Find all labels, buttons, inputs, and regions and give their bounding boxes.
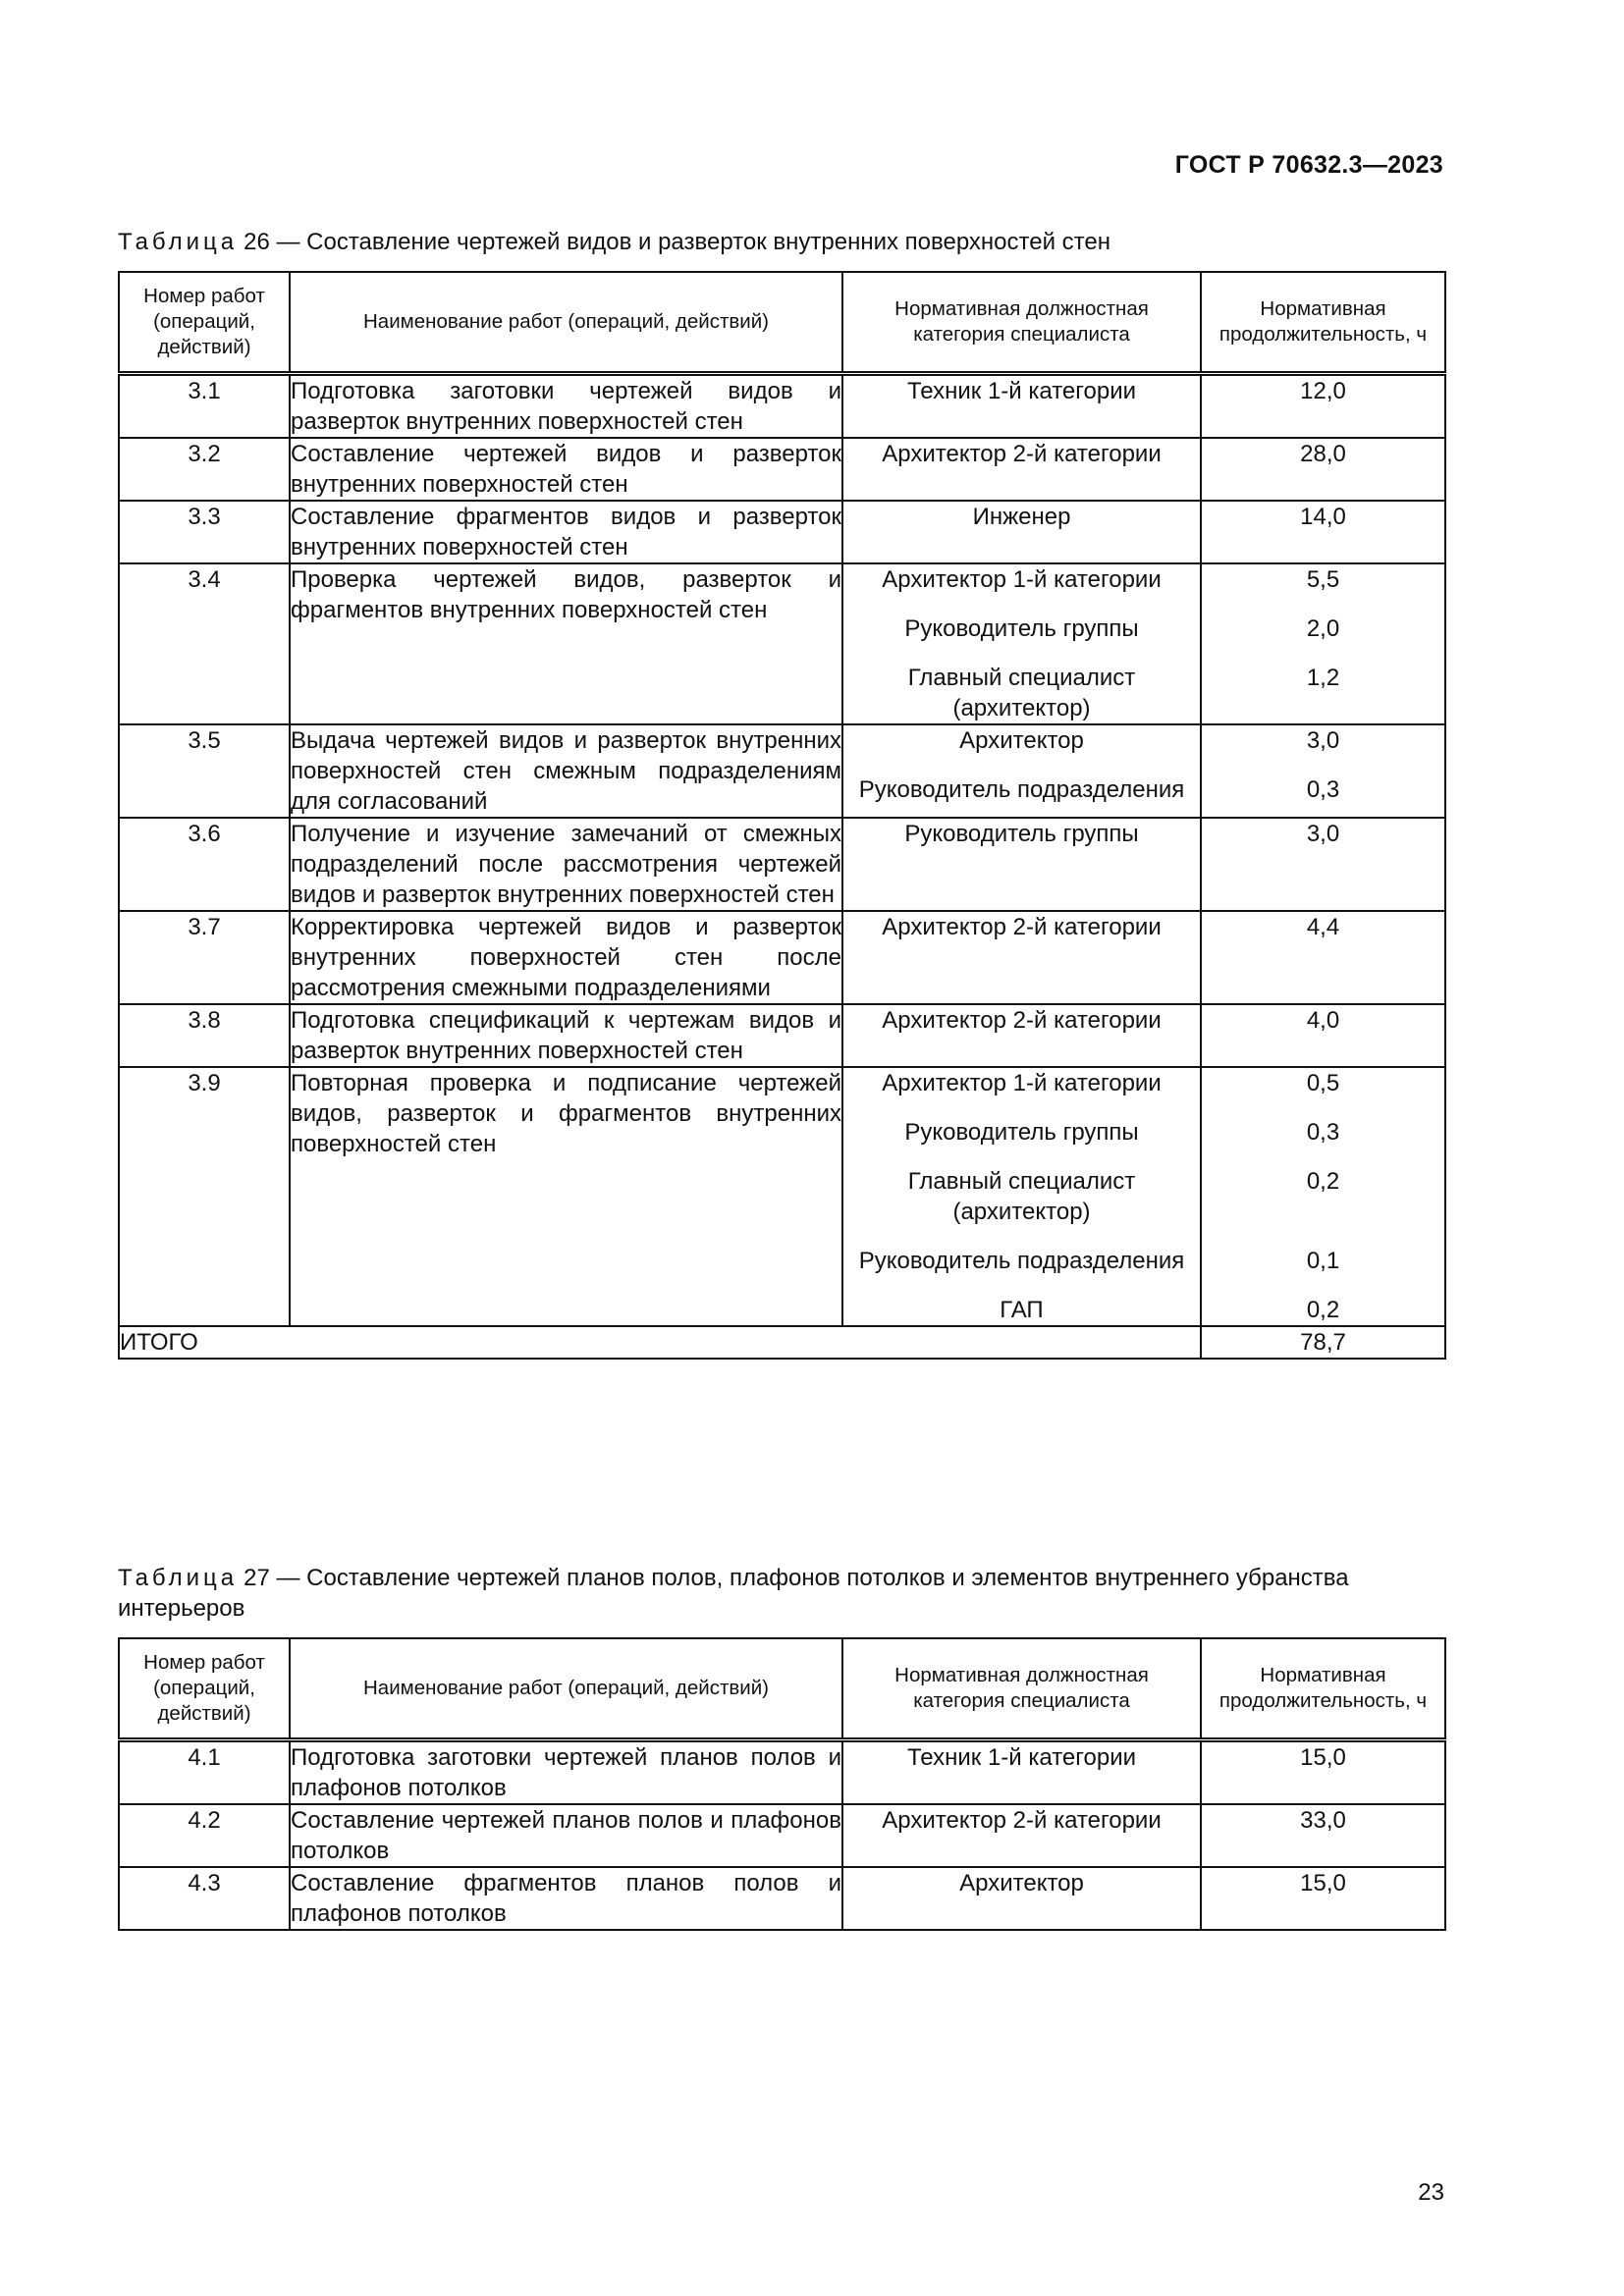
work-number-cell: 3.9 <box>119 1067 290 1326</box>
specialist-category: Архитектор 2-й категории <box>882 1807 1162 1834</box>
table-26 <box>118 271 1446 1360</box>
duration-value: 28,0 <box>1300 441 1346 467</box>
total-value: 78,7 <box>1201 1326 1445 1359</box>
table-row <box>119 563 1445 724</box>
work-name-cell: Подготовка заготовки чертежей планов полов и плафонов потолков <box>290 1740 842 1805</box>
specialist-category: Архитектор 2-й категории <box>882 441 1162 467</box>
total-label: ИТОГО <box>119 1326 1201 1359</box>
specialist-category: Руководитель группы <box>904 821 1139 847</box>
table-row <box>119 374 1445 439</box>
duration-cell <box>1201 1740 1445 1805</box>
specialist-cell <box>842 563 1201 724</box>
table-26-caption-text: 26 — Составление чертежей видов и разверток внутренних поверхностей стен <box>244 229 1110 255</box>
duration-value: 0,3 <box>1306 1119 1340 1146</box>
table-27 <box>118 1637 1446 1931</box>
table-26-caption-label: Таблица <box>118 229 239 255</box>
duration-value: 12,0 <box>1300 378 1346 404</box>
table-row <box>119 438 1445 501</box>
column-header-specialist: Нормативная должностная категория специалиста <box>842 1638 1201 1740</box>
column-header-duration: Нормативная продолжительность, ч <box>1201 272 1445 374</box>
duration-value: 3,0 <box>1306 727 1340 754</box>
work-name-cell: Составление чертежей планов полов и плафонов потолков <box>290 1804 842 1867</box>
specialist-category: Архитектор 1-й категории <box>882 566 1162 593</box>
work-name-cell: Составление фрагментов видов и разверток внутренних поверхностей стен <box>290 501 842 563</box>
work-name-cell: Получение и изучение замечаний от смежных подразделений после рассмотрения чертежей видов и разверток внутренних поверхностей стен <box>290 818 842 911</box>
duration-value: 0,1 <box>1306 1248 1340 1274</box>
work-name-cell: Повторная проверка и подписание чертежей видов, разверток и фрагментов внутренних поверхностей стен <box>290 1067 842 1326</box>
work-number-cell: 4.1 <box>119 1740 290 1805</box>
table-row <box>119 818 1445 911</box>
specialist-category: Инженер <box>972 504 1071 530</box>
table-row <box>119 911 1445 1004</box>
specialist-category: Техник 1-й категории <box>906 1744 1137 1771</box>
column-header-duration: Нормативная продолжительность, ч <box>1201 1638 1445 1740</box>
duration-cell <box>1201 501 1445 563</box>
duration-value: 0,5 <box>1306 1070 1340 1096</box>
specialist-category: Архитектор 1-й категории <box>882 1070 1162 1096</box>
table-26-body <box>119 374 1445 1360</box>
duration-value: 14,0 <box>1300 504 1346 530</box>
work-number-cell: 3.5 <box>119 724 290 818</box>
specialist-category: Руководитель подразделения <box>858 1248 1185 1274</box>
table-row <box>119 1804 1445 1867</box>
work-name-cell: Проверка чертежей видов, разверток и фрагментов внутренних поверхностей стен <box>290 563 842 724</box>
duration-value: 2,0 <box>1306 615 1340 642</box>
specialist-category: Руководитель подразделения <box>858 776 1185 803</box>
duration-cell <box>1201 374 1445 439</box>
specialist-cell <box>842 501 1201 563</box>
work-name-cell: Подготовка заготовки чертежей видов и разверток внутренних поверхностей стен <box>290 374 842 439</box>
specialist-cell <box>842 818 1201 911</box>
duration-value: 4,0 <box>1306 1007 1340 1034</box>
duration-cell <box>1201 1804 1445 1867</box>
specialist-cell <box>842 724 1201 818</box>
page-number: 23 <box>1418 2179 1444 2206</box>
duration-value: 15,0 <box>1300 1870 1346 1896</box>
work-number-cell: 4.3 <box>119 1867 290 1930</box>
table-row <box>119 724 1445 818</box>
work-number-cell: 3.4 <box>119 563 290 724</box>
duration-cell <box>1201 1067 1445 1326</box>
column-header-name: Наименование работ (операций, действий) <box>290 1638 842 1740</box>
duration-value: 3,0 <box>1306 821 1340 847</box>
table-26-header-row <box>119 272 1445 374</box>
specialist-category: Архитектор 2-й категории <box>882 1007 1162 1034</box>
duration-value: 4,4 <box>1306 914 1340 940</box>
document-standard-number: ГОСТ Р 70632.3—2023 <box>1174 151 1443 179</box>
duration-value: 5,5 <box>1306 566 1340 593</box>
table-row <box>119 1067 1445 1326</box>
duration-cell <box>1201 911 1445 1004</box>
work-name-cell: Корректировка чертежей видов и разверток внутренних поверхностей стен после рассмотрения смежными подразделениями <box>290 911 842 1004</box>
specialist-cell <box>842 1740 1201 1805</box>
table-27-header-row <box>119 1638 1445 1740</box>
duration-cell <box>1201 1004 1445 1067</box>
specialist-category: Руководитель группы <box>904 615 1139 642</box>
specialist-cell <box>842 1804 1201 1867</box>
specialist-cell <box>842 1867 1201 1930</box>
table-row <box>119 1004 1445 1067</box>
specialist-category: Главный специалист (архитектор) <box>907 1168 1136 1225</box>
table-26-caption <box>118 227 1443 257</box>
work-number-cell: 3.8 <box>119 1004 290 1067</box>
work-number-cell: 3.7 <box>119 911 290 1004</box>
specialist-cell <box>842 438 1201 501</box>
column-header-specialist: Нормативная должностная категория специалиста <box>842 272 1201 374</box>
table-row <box>119 1867 1445 1930</box>
work-name-cell: Подготовка спецификаций к чертежам видов и разверток внутренних поверхностей стен <box>290 1004 842 1067</box>
duration-value: 1,2 <box>1306 665 1340 691</box>
specialist-category: Главный специалист (архитектор) <box>907 665 1136 721</box>
specialist-category: Руководитель группы <box>904 1119 1139 1146</box>
specialist-category: Архитектор <box>959 727 1084 754</box>
duration-cell <box>1201 563 1445 724</box>
duration-cell <box>1201 724 1445 818</box>
column-header-number: Номер работ (операций, действий) <box>119 272 290 374</box>
total-row <box>119 1326 1445 1359</box>
work-number-cell: 3.3 <box>119 501 290 563</box>
specialist-cell <box>842 374 1201 439</box>
table-row <box>119 501 1445 563</box>
table-27-caption-text: 27 — Составление чертежей планов полов, плафонов потолков и элементов внутреннего убранства интерьеров <box>118 1565 1349 1622</box>
duration-cell <box>1201 1867 1445 1930</box>
work-number-cell: 3.2 <box>119 438 290 501</box>
work-name-cell: Составление фрагментов планов полов и плафонов потолков <box>290 1867 842 1930</box>
specialist-cell <box>842 911 1201 1004</box>
table-27-caption <box>118 1563 1443 1624</box>
work-number-cell: 3.1 <box>119 374 290 439</box>
specialist-category: Архитектор 2-й категории <box>882 914 1162 940</box>
column-header-name: Наименование работ (операций, действий) <box>290 272 842 374</box>
table-row <box>119 1740 1445 1805</box>
work-number-cell: 4.2 <box>119 1804 290 1867</box>
specialist-category: ГАП <box>1000 1297 1044 1323</box>
work-number-cell: 3.6 <box>119 818 290 911</box>
table-27-body <box>119 1740 1445 1931</box>
duration-value: 0,2 <box>1306 1297 1340 1323</box>
table-27-caption-label: Таблица <box>118 1565 239 1591</box>
specialist-cell <box>842 1067 1201 1326</box>
duration-cell <box>1201 818 1445 911</box>
duration-value: 0,2 <box>1306 1168 1340 1195</box>
column-header-number: Номер работ (операций, действий) <box>119 1638 290 1740</box>
specialist-cell <box>842 1004 1201 1067</box>
duration-value: 0,3 <box>1306 776 1340 803</box>
specialist-category: Архитектор <box>959 1870 1084 1896</box>
duration-value: 33,0 <box>1300 1807 1346 1834</box>
duration-cell <box>1201 438 1445 501</box>
duration-value: 15,0 <box>1300 1744 1346 1771</box>
specialist-category: Техник 1-й категории <box>906 378 1137 404</box>
work-name-cell: Составление чертежей видов и разверток внутренних поверхностей стен <box>290 438 842 501</box>
work-name-cell: Выдача чертежей видов и разверток внутренних поверхностей стен смежным подразделениям для согласований <box>290 724 842 818</box>
